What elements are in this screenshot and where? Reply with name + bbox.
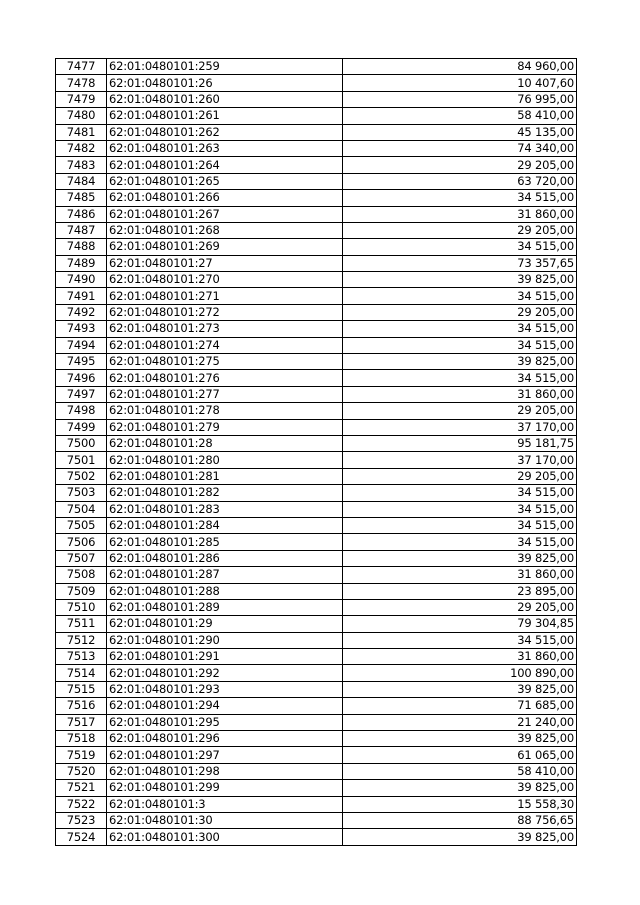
table-row: [56, 780, 577, 796]
cadastral-number-cell: 62:01:0480101:284: [107, 517, 343, 533]
row-number-cell: 7507: [56, 550, 107, 566]
table-row: [56, 501, 577, 517]
row-number-cell: 7499: [56, 419, 107, 435]
cadastral-value-cell: 31 860,00: [343, 649, 577, 665]
cadastral-value-cell: 29 205,00: [343, 403, 577, 419]
cadastral-number-cell: 62:01:0480101:283: [107, 501, 343, 517]
cadastral-value-cell: 34 515,00: [343, 370, 577, 386]
cadastral-number-cell: 62:01:0480101:275: [107, 354, 343, 370]
table-row: [56, 321, 577, 337]
table-row: [56, 829, 577, 845]
table-row: [56, 140, 577, 156]
table-row: [56, 550, 577, 566]
cadastral-value-cell: 34 515,00: [343, 632, 577, 648]
row-number-cell: 7521: [56, 780, 107, 796]
table-body: [56, 59, 577, 846]
table-row: [56, 386, 577, 402]
table-row: [56, 75, 577, 91]
cadastral-value-cell: 34 515,00: [343, 190, 577, 206]
row-number-cell: 7492: [56, 304, 107, 320]
cadastral-value-cell: 34 515,00: [343, 337, 577, 353]
row-number-cell: 7505: [56, 517, 107, 533]
cadastral-value-cell: 34 515,00: [343, 321, 577, 337]
table-row: [56, 714, 577, 730]
row-number-cell: 7480: [56, 108, 107, 124]
row-number-cell: 7498: [56, 403, 107, 419]
cadastral-number-cell: 62:01:0480101:267: [107, 206, 343, 222]
row-number-cell: 7500: [56, 435, 107, 451]
row-number-cell: 7494: [56, 337, 107, 353]
cadastral-value-cell: 31 860,00: [343, 386, 577, 402]
cadastral-number-cell: 62:01:0480101:289: [107, 599, 343, 615]
row-number-cell: 7506: [56, 534, 107, 550]
row-number-cell: 7522: [56, 796, 107, 812]
cadastral-value-cell: 84 960,00: [343, 59, 577, 75]
row-number-cell: 7519: [56, 747, 107, 763]
row-number-cell: 7481: [56, 124, 107, 140]
table-row: [56, 190, 577, 206]
row-number-cell: 7516: [56, 698, 107, 714]
row-number-cell: 7501: [56, 452, 107, 468]
cadastral-number-cell: 62:01:0480101:266: [107, 190, 343, 206]
row-number-cell: 7512: [56, 632, 107, 648]
table-row: [56, 616, 577, 632]
row-number-cell: 7517: [56, 714, 107, 730]
cadastral-value-cell: 29 205,00: [343, 222, 577, 238]
cadastral-number-cell: 62:01:0480101:278: [107, 403, 343, 419]
table-row: [56, 222, 577, 238]
row-number-cell: 7514: [56, 665, 107, 681]
cadastral-number-cell: 62:01:0480101:297: [107, 747, 343, 763]
table-row: [56, 649, 577, 665]
table-row: [56, 91, 577, 107]
row-number-cell: 7479: [56, 91, 107, 107]
cadastral-value-cell: 34 515,00: [343, 288, 577, 304]
cadastral-number-cell: 62:01:0480101:28: [107, 435, 343, 451]
row-number-cell: 7502: [56, 468, 107, 484]
table-row: [56, 485, 577, 501]
cadastral-value-cell: 29 205,00: [343, 304, 577, 320]
table-row: [56, 583, 577, 599]
cadastral-value-cell: 29 205,00: [343, 157, 577, 173]
cadastral-value-cell: 71 685,00: [343, 698, 577, 714]
cadastral-value-cell: 23 895,00: [343, 583, 577, 599]
cadastral-value-cell: 34 515,00: [343, 239, 577, 255]
table-row: [56, 288, 577, 304]
row-number-cell: 7524: [56, 829, 107, 845]
table-row: [56, 370, 577, 386]
row-number-cell: 7520: [56, 763, 107, 779]
table-row: [56, 567, 577, 583]
table-row: [56, 468, 577, 484]
cadastral-number-cell: 62:01:0480101:268: [107, 222, 343, 238]
cadastral-number-cell: 62:01:0480101:291: [107, 649, 343, 665]
table-row: [56, 304, 577, 320]
cadastral-value-cell: 95 181,75: [343, 435, 577, 451]
cadastral-number-cell: 62:01:0480101:27: [107, 255, 343, 271]
cadastral-value-cell: 39 825,00: [343, 550, 577, 566]
table-row: [56, 239, 577, 255]
table-row: [56, 665, 577, 681]
cadastral-value-cell: 31 860,00: [343, 206, 577, 222]
row-number-cell: 7490: [56, 272, 107, 288]
cadastral-number-cell: 62:01:0480101:260: [107, 91, 343, 107]
cadastral-value-cell: 63 720,00: [343, 173, 577, 189]
cadastral-number-cell: 62:01:0480101:30: [107, 812, 343, 828]
cadastral-value-cell: 88 756,65: [343, 812, 577, 828]
cadastral-value-cell: 10 407,60: [343, 75, 577, 91]
table-row: [56, 763, 577, 779]
cadastral-number-cell: 62:01:0480101:295: [107, 714, 343, 730]
cadastral-value-cell: 15 558,30: [343, 796, 577, 812]
cadastral-number-cell: 62:01:0480101:282: [107, 485, 343, 501]
cadastral-number-cell: 62:01:0480101:264: [107, 157, 343, 173]
cadastral-number-cell: 62:01:0480101:285: [107, 534, 343, 550]
table-row: [56, 812, 577, 828]
cadastral-number-cell: 62:01:0480101:287: [107, 567, 343, 583]
cadastral-number-cell: 62:01:0480101:296: [107, 731, 343, 747]
row-number-cell: 7495: [56, 354, 107, 370]
cadastral-value-cell: 34 515,00: [343, 534, 577, 550]
cadastral-value-cell: 76 995,00: [343, 91, 577, 107]
table-row: [56, 517, 577, 533]
cadastral-value-cell: 37 170,00: [343, 452, 577, 468]
table-row: [56, 681, 577, 697]
table-row: [56, 108, 577, 124]
cadastral-number-cell: 62:01:0480101:29: [107, 616, 343, 632]
cadastral-value-cell: 39 825,00: [343, 780, 577, 796]
cadastral-value-cell: 74 340,00: [343, 140, 577, 156]
table-row: [56, 419, 577, 435]
row-number-cell: 7485: [56, 190, 107, 206]
cadastral-value-cell: 37 170,00: [343, 419, 577, 435]
cadastral-number-cell: 62:01:0480101:263: [107, 140, 343, 156]
table-row: [56, 354, 577, 370]
cadastral-number-cell: 62:01:0480101:273: [107, 321, 343, 337]
cadastral-value-cell: 29 205,00: [343, 468, 577, 484]
cadastral-value-cell: 39 825,00: [343, 731, 577, 747]
row-number-cell: 7497: [56, 386, 107, 402]
cadastral-number-cell: 62:01:0480101:261: [107, 108, 343, 124]
row-number-cell: 7511: [56, 616, 107, 632]
table-row: [56, 599, 577, 615]
cadastral-value-cell: 45 135,00: [343, 124, 577, 140]
row-number-cell: 7496: [56, 370, 107, 386]
cadastral-number-cell: 62:01:0480101:262: [107, 124, 343, 140]
row-number-cell: 7523: [56, 812, 107, 828]
table-row: [56, 59, 577, 75]
table-row: [56, 272, 577, 288]
cadastral-value-cell: 58 410,00: [343, 763, 577, 779]
cadastral-value-cell: 39 825,00: [343, 272, 577, 288]
cadastral-number-cell: 62:01:0480101:294: [107, 698, 343, 714]
row-number-cell: 7489: [56, 255, 107, 271]
cadastral-number-cell: 62:01:0480101:288: [107, 583, 343, 599]
cadastral-number-cell: 62:01:0480101:280: [107, 452, 343, 468]
row-number-cell: 7486: [56, 206, 107, 222]
cadastral-number-cell: 62:01:0480101:259: [107, 59, 343, 75]
table-row: [56, 337, 577, 353]
cadastral-value-cell: 29 205,00: [343, 599, 577, 615]
cadastral-number-cell: 62:01:0480101:298: [107, 763, 343, 779]
cadastral-number-cell: 62:01:0480101:271: [107, 288, 343, 304]
cadastral-value-cell: 34 515,00: [343, 501, 577, 517]
cadastral-value-cell: 34 515,00: [343, 517, 577, 533]
row-number-cell: 7509: [56, 583, 107, 599]
cadastral-number-cell: 62:01:0480101:276: [107, 370, 343, 386]
table-row: [56, 452, 577, 468]
table-row: [56, 124, 577, 140]
cadastral-value-cell: 61 065,00: [343, 747, 577, 763]
table-row: [56, 206, 577, 222]
row-number-cell: 7504: [56, 501, 107, 517]
row-number-cell: 7487: [56, 222, 107, 238]
row-number-cell: 7488: [56, 239, 107, 255]
cadastral-number-cell: 62:01:0480101:299: [107, 780, 343, 796]
table-row: [56, 731, 577, 747]
row-number-cell: 7478: [56, 75, 107, 91]
row-number-cell: 7484: [56, 173, 107, 189]
table-row: [56, 796, 577, 812]
cadastral-value-cell: 39 825,00: [343, 681, 577, 697]
row-number-cell: 7477: [56, 59, 107, 75]
row-number-cell: 7483: [56, 157, 107, 173]
cadastral-number-cell: 62:01:0480101:265: [107, 173, 343, 189]
table-row: [56, 157, 577, 173]
cadastral-number-cell: 62:01:0480101:292: [107, 665, 343, 681]
table-row: [56, 403, 577, 419]
row-number-cell: 7510: [56, 599, 107, 615]
cadastral-value-cell: 73 357,65: [343, 255, 577, 271]
row-number-cell: 7508: [56, 567, 107, 583]
cadastral-number-cell: 62:01:0480101:279: [107, 419, 343, 435]
row-number-cell: 7513: [56, 649, 107, 665]
table-row: [56, 173, 577, 189]
table-row: [56, 632, 577, 648]
row-number-cell: 7515: [56, 681, 107, 697]
cadastral-value-cell: 58 410,00: [343, 108, 577, 124]
row-number-cell: 7503: [56, 485, 107, 501]
cadastral-value-cell: 31 860,00: [343, 567, 577, 583]
cadastral-number-cell: 62:01:0480101:300: [107, 829, 343, 845]
cadastral-value-cell: 39 825,00: [343, 829, 577, 845]
cadastral-number-cell: 62:01:0480101:3: [107, 796, 343, 812]
cadastral-value-table: [55, 58, 577, 846]
cadastral-value-cell: 34 515,00: [343, 485, 577, 501]
table-row: [56, 435, 577, 451]
cadastral-number-cell: 62:01:0480101:26: [107, 75, 343, 91]
table-row: [56, 255, 577, 271]
cadastral-value-cell: 39 825,00: [343, 354, 577, 370]
cadastral-number-cell: 62:01:0480101:270: [107, 272, 343, 288]
cadastral-number-cell: 62:01:0480101:277: [107, 386, 343, 402]
cadastral-number-cell: 62:01:0480101:290: [107, 632, 343, 648]
row-number-cell: 7518: [56, 731, 107, 747]
row-number-cell: 7482: [56, 140, 107, 156]
table-row: [56, 747, 577, 763]
cadastral-number-cell: 62:01:0480101:269: [107, 239, 343, 255]
cadastral-value-cell: 21 240,00: [343, 714, 577, 730]
row-number-cell: 7491: [56, 288, 107, 304]
cadastral-number-cell: 62:01:0480101:272: [107, 304, 343, 320]
table-row: [56, 534, 577, 550]
table-row: [56, 698, 577, 714]
cadastral-value-cell: 79 304,85: [343, 616, 577, 632]
cadastral-number-cell: 62:01:0480101:286: [107, 550, 343, 566]
cadastral-number-cell: 62:01:0480101:281: [107, 468, 343, 484]
cadastral-number-cell: 62:01:0480101:274: [107, 337, 343, 353]
cadastral-number-cell: 62:01:0480101:293: [107, 681, 343, 697]
row-number-cell: 7493: [56, 321, 107, 337]
cadastral-value-cell: 100 890,00: [343, 665, 577, 681]
